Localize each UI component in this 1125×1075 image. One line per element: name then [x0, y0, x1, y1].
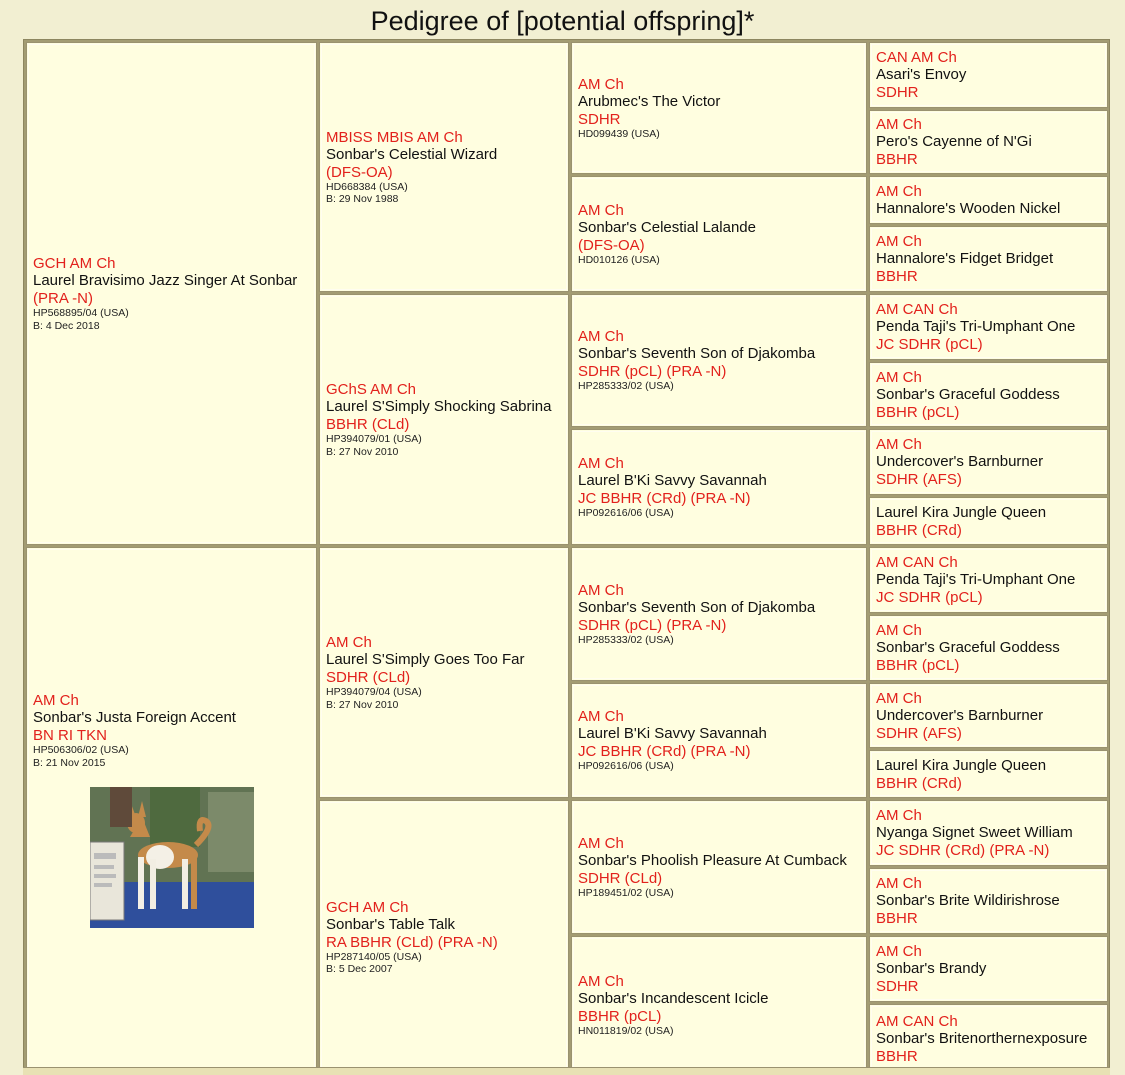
gen4-cell[interactable] — [869, 294, 1108, 360]
dog-suffix: BBHR (pCL) — [876, 403, 960, 421]
dog-titles: CAN AM Ch — [876, 49, 957, 66]
dog-titles: AM Ch — [876, 689, 922, 707]
dog-suffix: BBHR — [876, 910, 918, 927]
dog-suffix: JC SDHR (pCL) — [876, 336, 983, 353]
gen4-cell[interactable] — [869, 429, 1108, 495]
dog-name-link[interactable]: Arubmec's The Victor — [578, 92, 721, 110]
dog-registration: HP568895/04 (USA) — [33, 307, 129, 319]
gen3-cell[interactable] — [571, 294, 867, 427]
dog-name-link[interactable]: Laurel Kira Jungle Queen — [876, 756, 1047, 774]
dog-titles: AM Ch — [578, 708, 624, 726]
dog-name-link[interactable]: Sonbar's Graceful Goddess — [876, 639, 1060, 656]
gen4-cell[interactable] — [869, 683, 1108, 748]
dog-birthdate: B: 5 Dec 2007 — [326, 963, 393, 975]
dog-name-link[interactable]: Hannalore's Fidget Bridget — [876, 250, 1054, 267]
dog-titles: AM CAN Ch — [876, 1013, 958, 1030]
dog-titles: AM Ch — [876, 807, 922, 824]
dog-titles: AM CAN Ch — [876, 301, 958, 318]
dog-suffix: SDHR — [876, 978, 919, 995]
dog-titles: AM Ch — [876, 368, 922, 386]
dog-suffix: (DFS-OA) — [326, 163, 393, 181]
gen1-dam-cell[interactable] — [26, 547, 317, 1074]
gen3-cell[interactable] — [571, 176, 867, 292]
dog-name-link[interactable]: Pero's Cayenne of N'Gi — [876, 133, 1032, 150]
dog-suffix: (PRA -N) — [33, 290, 93, 307]
gen4-cell[interactable] — [869, 547, 1108, 613]
page-title: Pedigree of [potential offspring]* — [370, 6, 755, 36]
gen3-cell[interactable] — [571, 936, 867, 1074]
dog-name-link[interactable]: Sonbar's Celestial Wizard — [326, 145, 498, 163]
dog-registration: HD010126 (USA) — [578, 253, 660, 266]
dog-registration: HD099439 (USA) — [578, 127, 660, 140]
dog-suffix: BBHR (CRd) — [876, 521, 962, 539]
dog-registration: HD668384 (USA) — [326, 180, 408, 193]
dog-titles: AM Ch — [326, 634, 372, 651]
pedigree-grid — [23, 39, 1110, 1075]
dog-suffix: JC BBHR (CRd) (PRA -N) — [578, 743, 751, 761]
dog-name-link[interactable]: Laurel B'Ki Savvy Savannah — [578, 725, 767, 743]
dog-name-link[interactable]: Laurel Bravisimo Jazz Singer At Sonbar — [33, 272, 298, 289]
dog-registration: HP285333/02 (USA) — [578, 380, 674, 393]
dog-registration: HP394079/04 (USA) — [326, 686, 422, 698]
dog-birthdate: B: 27 Nov 2010 — [326, 698, 399, 711]
dog-titles: AM Ch — [33, 692, 79, 709]
dog-birthdate: B: 4 Dec 2018 — [33, 319, 100, 332]
gen3-cell[interactable] — [571, 547, 867, 681]
dog-name-link[interactable]: Hannalore's Wooden Nickel — [876, 199, 1061, 217]
dog-titles: GCH AM Ch — [326, 898, 409, 916]
dog-name-link[interactable]: Nyanga Signet Sweet William — [876, 824, 1073, 841]
dog-titles: AM Ch — [578, 454, 624, 472]
dog-registration: HN011819/02 (USA) — [578, 1024, 674, 1037]
gen3-cell[interactable] — [571, 42, 867, 174]
dog-titles: AM Ch — [876, 622, 922, 639]
gen3-cell[interactable] — [571, 683, 867, 798]
dog-titles: AM Ch — [876, 116, 922, 133]
gen4-cell[interactable] — [869, 226, 1108, 292]
gen2-cell[interactable] — [319, 800, 569, 1074]
dog-name-link[interactable]: Laurel B'Ki Savvy Savannah — [578, 471, 767, 489]
dog-name-link[interactable]: Sonbar's Graceful Goddess — [876, 385, 1060, 403]
gen4-cell[interactable] — [869, 110, 1108, 174]
dog-suffix: SDHR — [578, 110, 621, 128]
dog-name-link[interactable]: Laurel S'Simply Shocking Sabrina — [326, 398, 552, 415]
dog-titles: AM Ch — [578, 972, 624, 990]
gen4-cell[interactable] — [869, 1004, 1108, 1074]
dog-suffix: BBHR — [876, 1048, 918, 1065]
dog-birthdate: B: 27 Nov 2010 — [326, 445, 399, 458]
dog-suffix: BBHR (pCL) — [876, 657, 960, 674]
gen1-sire-cell[interactable] — [26, 42, 317, 545]
dog-suffix: JC SDHR (CRd) (PRA -N) — [876, 842, 1050, 859]
dog-titles: AM Ch — [578, 75, 624, 93]
dog-titles: GChS AM Ch — [326, 381, 417, 398]
table-bottom-edge — [23, 1067, 1110, 1075]
gen4-cell[interactable] — [869, 362, 1108, 427]
dog-name-link[interactable]: Sonbar's Justa Foreign Accent — [33, 709, 236, 726]
gen4-cell[interactable] — [869, 868, 1108, 934]
dog-suffix: SDHR (CLd) — [326, 669, 411, 686]
gen4-cell[interactable] — [869, 176, 1108, 224]
gen2-cell[interactable] — [319, 294, 569, 545]
dog-suffix: BBHR (CLd) — [326, 416, 410, 433]
gen3-cell[interactable] — [571, 429, 867, 545]
dog-birthdate: B: 29 Nov 1988 — [326, 193, 399, 205]
dog-titles: AM Ch — [578, 328, 624, 346]
dog-birthdate: B: 21 Nov 2015 — [33, 756, 106, 769]
dog-registration: HP092616/06 (USA) — [578, 506, 674, 519]
gen4-cell[interactable] — [869, 497, 1108, 545]
dog-suffix: BBHR — [876, 268, 918, 285]
dog-name-link[interactable]: Sonbar's Phoolish Pleasure At Cumback — [578, 851, 847, 869]
dog-titles: AM Ch — [578, 201, 624, 219]
dog-suffix: JC SDHR (pCL) — [876, 589, 983, 606]
dog-registration: HP285333/02 (USA) — [578, 633, 674, 646]
dog-titles: AM Ch — [876, 182, 922, 200]
dog-titles: AM Ch — [578, 834, 624, 852]
dog-titles: AM Ch — [876, 436, 922, 453]
gen2-cell[interactable] — [319, 547, 569, 798]
dog-suffix: SDHR (AFS) — [876, 724, 962, 742]
dog-registration: HP506306/02 (USA) — [33, 744, 129, 756]
dog-name-link[interactable]: Undercover's Barnburner — [876, 706, 1044, 724]
dog-suffix: JC BBHR (CRd) (PRA -N) — [578, 489, 751, 507]
dog-name-link[interactable]: Laurel S'Simply Goes Too Far — [326, 651, 525, 668]
basenji-photo-graphic — [90, 787, 254, 928]
gen2-cell[interactable] — [319, 42, 569, 292]
dog-titles: AM Ch — [876, 943, 922, 960]
gen4-cell[interactable] — [869, 800, 1108, 866]
dog-name-link[interactable]: Sonbar's Seventh Son of Djakomba — [578, 345, 816, 363]
dog-titles: AM Ch — [876, 875, 922, 892]
dog-titles: MBISS MBIS AM Ch — [326, 128, 463, 146]
gen4-cell[interactable] — [869, 42, 1108, 108]
dog-name-link[interactable]: Asari's Envoy — [876, 66, 967, 83]
dog-name-link[interactable]: Sonbar's Britenorthernexposure — [876, 1030, 1088, 1047]
dog-titles: AM CAN Ch — [876, 554, 958, 571]
dog-suffix: SDHR (AFS) — [876, 471, 962, 488]
dog-name-link[interactable]: Penda Taji's Tri-Umphant One — [876, 571, 1076, 588]
dog-registration: HP287140/05 (USA) — [326, 950, 422, 963]
dog-suffix: SDHR (pCL) (PRA -N) — [578, 363, 727, 381]
dog-suffix: BBHR — [876, 151, 918, 168]
dog-suffix: BN RI TKN — [33, 727, 107, 744]
dog-suffix: RA BBHR (CLd) (PRA -N) — [326, 933, 498, 951]
dog-registration: HP189451/02 (USA) — [578, 886, 674, 899]
dog-suffix: BBHR (pCL) — [578, 1007, 662, 1025]
dog-name-link[interactable]: Sonbar's Brite Wildirishrose — [876, 892, 1060, 909]
dog-suffix: BBHR (CRd) — [876, 774, 962, 792]
dog-name-link[interactable]: Sonbar's Celestial Lalande — [578, 218, 756, 236]
dog-name-link[interactable]: Laurel Kira Jungle Queen — [876, 503, 1047, 521]
dog-suffix: SDHR — [876, 84, 919, 101]
gen4-cell[interactable] — [869, 615, 1108, 681]
dog-name-link[interactable]: Undercover's Barnburner — [876, 453, 1044, 470]
dog-name-link[interactable]: Sonbar's Brandy — [876, 960, 987, 977]
dog-photo[interactable] — [90, 787, 254, 928]
dog-registration: HP092616/06 (USA) — [578, 760, 674, 773]
dog-titles: AM Ch — [578, 581, 624, 599]
dog-suffix: (DFS-OA) — [578, 236, 645, 254]
dog-name-link[interactable]: Sonbar's Incandescent Icicle — [578, 989, 769, 1007]
dog-name-link[interactable]: Penda Taji's Tri-Umphant One — [876, 318, 1076, 335]
gen4-cell[interactable] — [869, 936, 1108, 1002]
gen4-cell[interactable] — [869, 750, 1108, 798]
dog-registration: HP394079/01 (USA) — [326, 433, 422, 445]
dog-titles: AM Ch — [876, 233, 922, 250]
dog-suffix: SDHR (CLd) — [578, 869, 663, 887]
dog-name-link[interactable]: Sonbar's Table Talk — [326, 915, 456, 933]
gen3-cell[interactable] — [571, 800, 867, 934]
dog-name-link[interactable]: Sonbar's Seventh Son of Djakomba — [578, 598, 816, 616]
dog-suffix: SDHR (pCL) (PRA -N) — [578, 616, 727, 634]
dog-titles: GCH AM Ch — [33, 255, 116, 272]
